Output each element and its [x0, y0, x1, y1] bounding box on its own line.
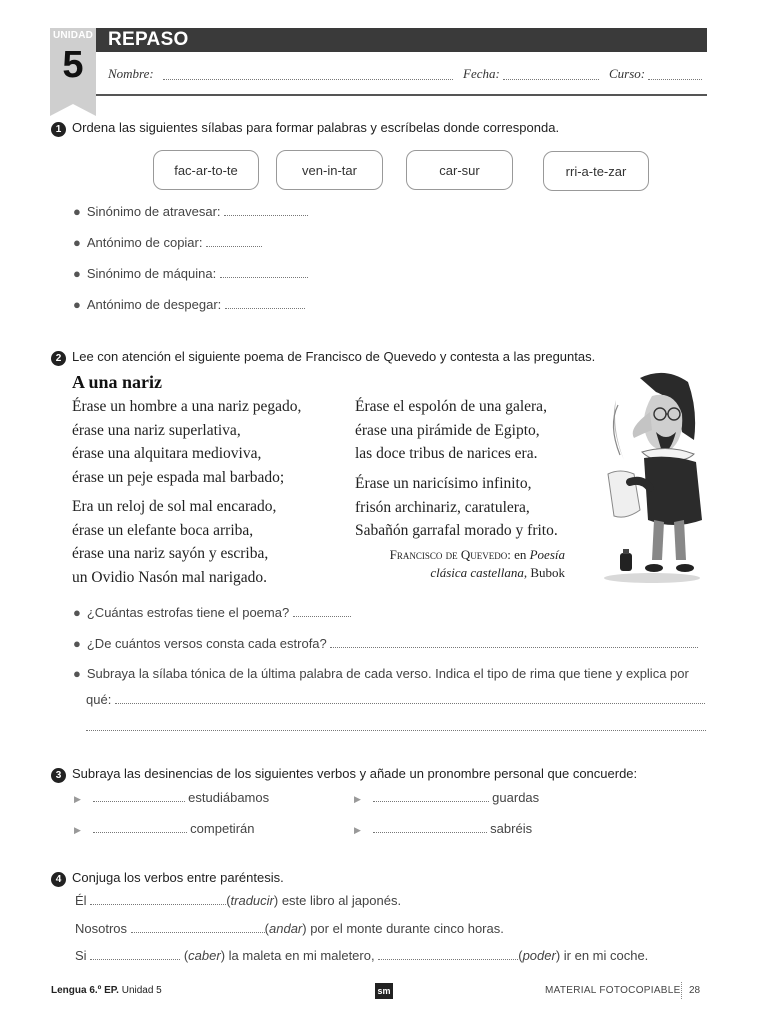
list-item: ● Antónimo de copiar: — [73, 235, 262, 250]
question-text: qué: — [86, 692, 112, 707]
instruction-text: Subraya las desinencias de los siguientes verbos y añade un pronombre personal que concuerde: — [72, 766, 638, 781]
poem-verse: érase una nariz superlativa, — [72, 421, 241, 439]
page-title: REPASO — [108, 29, 189, 50]
poem-title: A una nariz — [72, 372, 163, 392]
source-publisher: , Bubok — [523, 565, 565, 580]
footer-material: MATERIAL FOTOCOPIABLE — [545, 985, 681, 996]
verb-answer-field[interactable] — [131, 922, 265, 933]
question-text: ¿Cuántas estrofas tiene el poema? — [86, 605, 290, 620]
arrow-right-icon: ▶ — [354, 825, 361, 835]
exercise-number: 2 — [51, 351, 66, 366]
pronoun-field[interactable] — [373, 822, 487, 833]
subject-label: Lengua 6.º EP. — [51, 985, 119, 996]
answer-field[interactable] — [293, 606, 351, 617]
quevedo-illustration — [590, 370, 710, 585]
poem-verse: las doce tribus de narices era. — [355, 445, 538, 462]
header-rule — [96, 94, 707, 96]
exercise-number: 4 — [51, 872, 66, 887]
verb-answer-field[interactable] — [90, 894, 226, 905]
poem-stanza — [72, 495, 276, 589]
unit-label: UNIDAD — [52, 30, 94, 41]
item-label: Antónimo de despegar: — [86, 297, 222, 312]
instruction-text: Lee con atención el siguiente poema de Francisco de Quevedo y contesta a las preguntas. — [72, 349, 596, 364]
exercise-3-instruction — [51, 766, 637, 783]
arrow-right-icon: ▶ — [74, 794, 81, 804]
source-book: clásica castellana — [430, 565, 524, 580]
exercise-2-instruction — [51, 349, 595, 366]
infinitive: caber — [188, 948, 221, 963]
item-label: Sinónimo de atravesar: — [86, 204, 221, 219]
item-label: Sinónimo de máquina: — [86, 266, 217, 281]
verb-row — [74, 790, 269, 805]
list-item: ● Sinónimo de atravesar: — [73, 204, 308, 219]
answer-field[interactable] — [225, 298, 305, 309]
date-field[interactable] — [503, 78, 599, 80]
syllable-box: rri-a-te-zar — [543, 151, 649, 191]
answer-field[interactable] — [220, 267, 308, 278]
poem-verse: érase un peje espada mal barbado; — [72, 468, 285, 486]
arrow-right-icon: ▶ — [354, 794, 361, 804]
verb-row — [354, 821, 532, 836]
poem-source — [340, 546, 565, 582]
list-item: ● Antónimo de despegar: — [73, 297, 305, 312]
answer-field[interactable] — [224, 205, 308, 216]
arrow-right-icon: ▶ — [74, 825, 81, 835]
poem-verse: érase un elefante boca arriba, — [72, 521, 254, 539]
sentence-text: ) este libro al japonés. — [273, 893, 402, 908]
syllable-box: fac-ar-to-te — [153, 150, 259, 190]
verb-answer-field[interactable] — [90, 949, 180, 960]
poem-verse: un Ovidio Nasón mal narigado. — [72, 568, 268, 586]
poem-stanza — [355, 472, 558, 543]
poem-verse: érase una pirámide de Egipto, — [355, 421, 540, 439]
verb-text: guardas — [492, 790, 540, 805]
page-number: 28 — [689, 985, 701, 996]
poem-verse: érase una alquitara medioviva, — [72, 445, 262, 462]
question-text: ¿De cuántos versos consta cada estrofa? — [86, 636, 327, 651]
verb-row — [74, 821, 254, 836]
exercise-4-instruction — [51, 870, 284, 887]
infinitive: andar — [269, 921, 303, 936]
sentence-text: ) por el monte durante cinco horas. — [302, 921, 504, 936]
paren: ( — [183, 948, 189, 963]
paren: ( — [264, 921, 269, 936]
pronoun-field[interactable] — [373, 791, 489, 802]
date-label: Fecha: — [463, 66, 500, 81]
syllable-box: ven-in-tar — [276, 150, 383, 190]
pronoun-field[interactable] — [93, 791, 185, 802]
list-item: ● ¿De cuántos versos consta cada estrofa? — [73, 636, 698, 651]
poem-verse: Érase un hombre a una nariz pegado, — [72, 398, 302, 415]
sentence-text: ) la maleta en mi maletero, — [220, 948, 375, 963]
pronoun-field[interactable] — [93, 822, 187, 833]
poem-stanza — [72, 395, 301, 489]
unit-label: Unidad 5 — [121, 985, 162, 996]
infinitive: poder — [522, 948, 556, 963]
list-item: ● Sinónimo de máquina: — [73, 266, 308, 281]
exercise-number: 1 — [51, 122, 66, 137]
list-item: ● ¿Cuántas estrofas tiene el poema? — [73, 605, 351, 620]
poem-verse: érase una nariz sayón y escriba, — [72, 545, 269, 562]
verb-answer-field[interactable] — [378, 949, 518, 960]
question-text: Subraya la sílaba tónica de la última palabra de cada verso. Indica el tipo de rima que tiene y explica por — [86, 666, 689, 681]
exercise-1-instruction — [51, 120, 559, 137]
verb-row — [354, 790, 539, 805]
exercise-number: 3 — [51, 768, 66, 783]
sentence-1 — [75, 893, 401, 908]
answer-field[interactable] — [115, 693, 705, 704]
source-in: : en — [507, 547, 530, 562]
sentence-3 — [75, 948, 648, 963]
sentence-text: Él — [75, 893, 87, 908]
sentence-text: Nosotros — [75, 921, 128, 936]
source-author: Francisco de Quevedo — [389, 547, 508, 562]
poem-verse: frisón archinariz, caratulera, — [355, 498, 530, 516]
answer-field[interactable] — [330, 637, 698, 648]
verb-text: competirán — [190, 821, 255, 836]
unit-number: 5 — [62, 44, 84, 86]
poem-verse: Era un reloj de sol mal encarado, — [72, 498, 277, 515]
course-field[interactable] — [648, 78, 702, 80]
sentence-text: ) ir en mi coche. — [555, 948, 649, 963]
course-label: Curso: — [609, 66, 646, 81]
list-item: ● Subraya la sílaba tónica de la última palabra de cada verso. Indica el tipo de rima que tiene y explica por — [73, 666, 689, 681]
answer-field[interactable] — [206, 236, 262, 247]
instruction-text: Conjuga los verbos entre paréntesis. — [72, 870, 284, 885]
name-label: Nombre: — [108, 66, 154, 81]
infinitive: traducir — [230, 893, 274, 908]
verb-text: estudiábamos — [188, 790, 270, 805]
poem-verse: Érase un naricísimo infinito, — [355, 475, 532, 492]
poem-verse: Sabañón garrafal morado y frito. — [355, 522, 558, 539]
syllable-box: car-sur — [406, 150, 513, 190]
list-item-continuation — [86, 692, 705, 707]
paren: ( — [226, 893, 231, 908]
poem-verse: Érase el espolón de una galera, — [355, 398, 547, 415]
sm-logo: sm — [375, 983, 393, 999]
source-book: Poesía — [529, 547, 565, 562]
footer-subject — [51, 985, 162, 996]
verb-text: sabréis — [490, 821, 533, 836]
item-label: Antónimo de copiar: — [86, 235, 203, 250]
instruction-text: Ordena las siguientes sílabas para formar palabras y escríbelas donde corresponda. — [72, 120, 560, 135]
sentence-2 — [75, 921, 504, 936]
sentence-text: Si — [75, 948, 87, 963]
name-field[interactable] — [163, 78, 453, 80]
paren: ( — [518, 948, 523, 963]
answer-field[interactable] — [86, 729, 706, 731]
footer-divider — [681, 982, 683, 999]
poem-stanza — [355, 395, 547, 466]
